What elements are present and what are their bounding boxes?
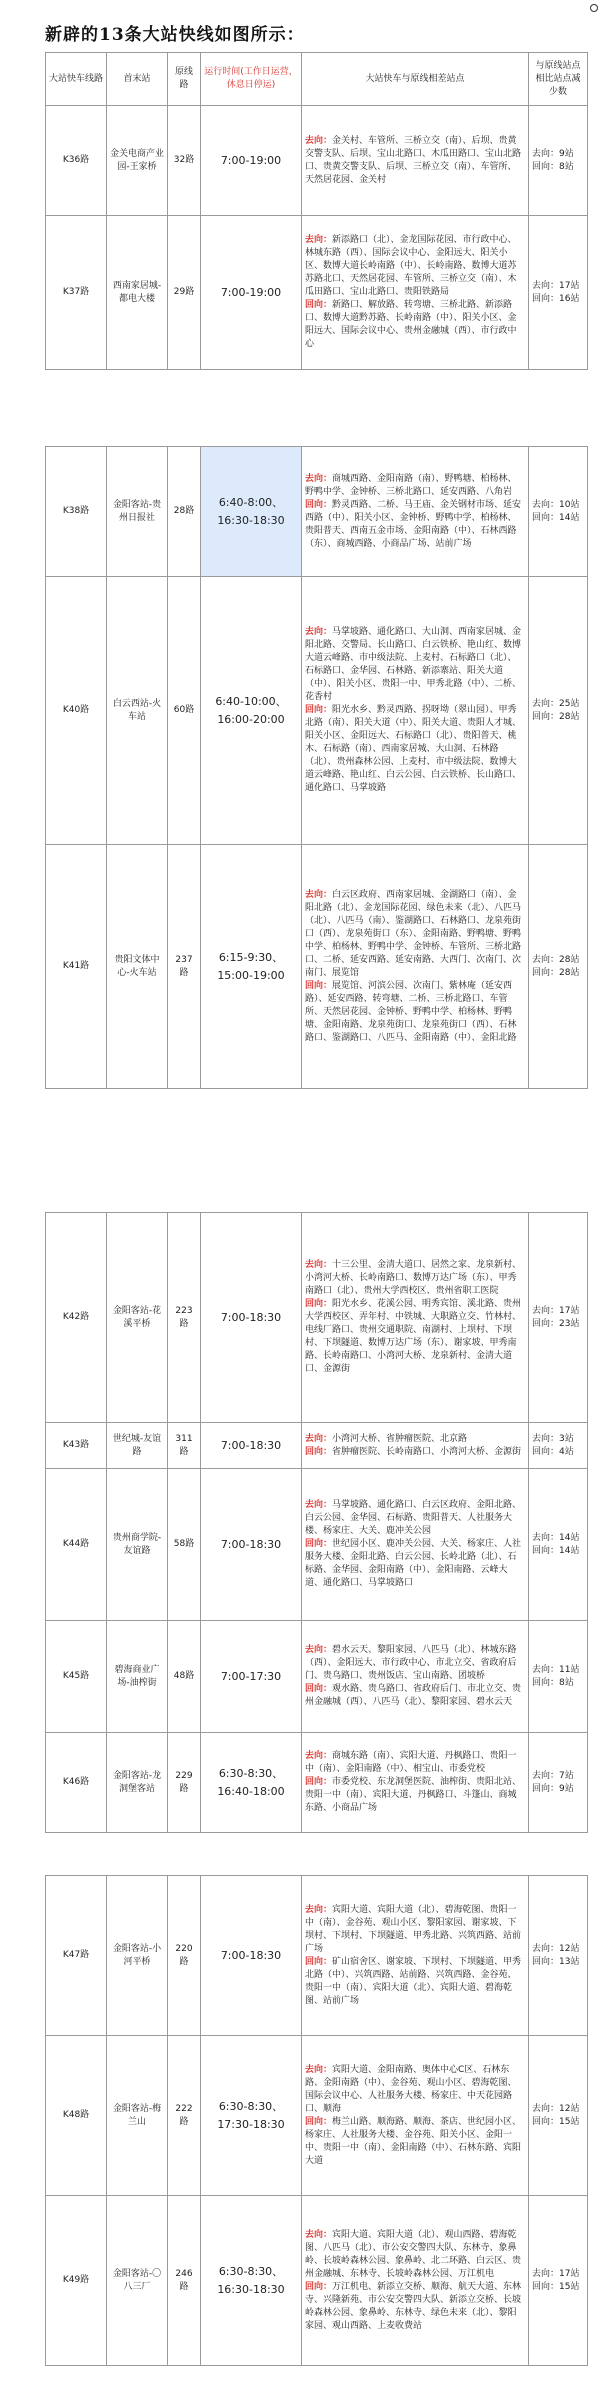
dir1-label: 去向： — [305, 1751, 333, 1761]
route-id: K38路 — [46, 447, 107, 577]
dir2-text: 市委党校、东龙洞堡医院、油榨街、贵阳北站、贵阳一中（南）、宾阳大道、丹枫路口、斗篷山、商城东路、小商品广场 — [305, 1777, 522, 1813]
dir1-text: 白云区政府、西南家居城、金湖路口（南）、金阳北路（北）、金龙国际花园、绿色未来（北）、八匹马（北）、八匹马（南）、鉴湖路口、石林路口、龙泉苑街口（西）、龙泉苑街口（东）、金阳南路、野鸭塘、野鸭中学、柏杨林、野鸭中学、金钟桥、车管所、三桥北路口、二桥、延安西路、延安南路、大西门、次南门、次南门、展览馆 — [305, 889, 522, 978]
dir1-label: 去向： — [305, 889, 333, 900]
page-title: 新辟的13条大站快线如图所示： — [45, 25, 305, 45]
route-diff — [302, 447, 529, 577]
route-id: K45路 — [46, 1621, 107, 1733]
route-stations: 金关电商产业园-王家桥 — [107, 106, 168, 216]
route-orig: 246路 — [168, 2196, 201, 2366]
dir1-label: 去向： — [305, 1433, 333, 1444]
dir2-label: 回向： — [305, 2281, 333, 2292]
dir2-text: 展览馆、河滨公园、次南门、紫林庵（延安西路）、延安西路、转弯塘、二桥、三桥北路口、车管所、天然居花园、金钟桥、野鸭中学、柏杨林、野鸭塘、金阳南路、龙泉苑街口、龙泉苑街口（西）、石林路口、鉴湖路口、八匹马、金阳南路（中）、金阳北路 — [305, 980, 517, 1043]
route-stations: 金阳客站-〇八三厂 — [107, 2196, 168, 2366]
route-reduce: 去向：25站 回向：28站 — [529, 577, 588, 845]
dir2-label: 回向： — [305, 1299, 333, 1309]
route-diff — [302, 1469, 529, 1621]
route-orig: 223路 — [168, 1213, 201, 1423]
route-time: 6:30-8:30、17:30-18:30 — [201, 2036, 302, 2196]
route-time: 6:15-9:30、15:00-19:00 — [201, 845, 302, 1089]
table-row — [46, 1213, 588, 1423]
dir1-text: 金关村、车管所、三桥立交（南）、后坝、贵黄交警支队、后坝、宝山北路口、木瓜田路口、宝山北路口、贵黄交警支队、后坝、三桥立交（南）、车管所、天然居花园、金关村 — [305, 135, 522, 185]
route-diff — [302, 1621, 529, 1733]
dir2-label: 回向： — [305, 1446, 333, 1457]
dir1-text: 十三公里、金清大道口、居然之家、龙泉新村、小湾河大桥、长岭南路口、数博万达广场（东）、甲秀南路口（北）、贵州大学西校区、贵州省职工医院 — [305, 1260, 522, 1296]
route-diff — [302, 2036, 529, 2196]
route-diff — [302, 216, 529, 370]
table-row — [46, 2196, 588, 2366]
route-time: 7:00-19:00 — [201, 216, 302, 370]
dir2-label: 回向： — [305, 705, 333, 715]
route-stations: 西南家居城-都电大楼 — [107, 216, 168, 370]
route-diff — [302, 2196, 529, 2366]
route-orig: 60路 — [168, 577, 201, 845]
route-orig: 32路 — [168, 106, 201, 216]
route-id: K46路 — [46, 1733, 107, 1833]
dir2-label: 回向： — [305, 1777, 333, 1787]
route-id: K49路 — [46, 2196, 107, 2366]
dir1-text: 碧水云天、黎阳家园、八匹马（北）、林城东路（西）、金阳远大、市行政中心、市北立交、省政府后门、贵乌路口、贵州饭店、宝山南路、团坡桥 — [305, 1645, 517, 1681]
dir1-label: 去向： — [305, 1260, 333, 1270]
dir1-label: 去向： — [305, 2064, 333, 2075]
route-reduce: 去向：3站 回向：4站 — [529, 1423, 588, 1469]
dir2-text: 世纪园小区、鹿冲关公园、大关、杨家庄、人社服务大楼、金阳北路、白云公园、长岭北路（北）、石标路、金华园、金阳南路（中）、金阳南路、云峰大道、通化路口、马掌坡路口 — [305, 1539, 522, 1588]
route-id: K36路 — [46, 106, 107, 216]
dir2-label: 回向： — [305, 980, 333, 991]
table-block-1 — [45, 52, 588, 370]
table-row — [46, 106, 588, 216]
dir2-label: 回向： — [305, 1539, 333, 1549]
dir1-text: 宾阳大道、宾阳大道（北）、观山西路、碧海乾图、八匹马（北）、市公安交警四大队、东林寺、象鼻岭、长坡岭森林公园、象鼻岭、北二环路、白云区、贵州金融城、东林寺、长坡岭森林公园、万江机电 — [305, 2229, 522, 2279]
header-route: 大站快车线路 — [46, 53, 107, 106]
route-stations: 白云西站-火车站 — [107, 577, 168, 845]
route-id: K40路 — [46, 577, 107, 845]
table-block-4 — [45, 1875, 588, 2366]
header-diff: 大站快车与原线相差站点 — [302, 53, 529, 106]
route-reduce: 去向：12站 回向：13站 — [529, 1876, 588, 2036]
dir2-text: 梅兰山路、顺海路、顺海、茶店、世纪园小区、杨家庄、人社服务大楼、金谷苑、阳关小区、金阳一中、贵阳一中（南）、金阳南路（中）、石林东路、宾阳大道 — [305, 2116, 522, 2166]
route-reduce: 去向：7站 回向：9站 — [529, 1733, 588, 1833]
dir2-text: 黔灵西路、二桥、马王庙、金关钢材市场、延安西路（中）、阳关小区、金钟桥、野鸭中学、柏杨林、贵阳普天、西南五金市场、金阳南路（中）、石林西路（东）、商城西路、小商品广场、站前广场 — [305, 499, 522, 549]
dir2-label: 回向： — [305, 2116, 333, 2127]
dir1-label: 去向： — [305, 1645, 333, 1655]
route-id: K47路 — [46, 1876, 107, 2036]
dir2-label: 回向： — [305, 300, 333, 310]
dir2-text: 阳光水乡、黔灵西路、拐呀坳（翠山园）、甲秀北路（南）、阳关大道（中）、阳关大道、贵阳人才城、阳关小区、金阳远大、石标路口（北）、贵阳普天、桃木、石标路（南）、西南家居城、大山洞、石林路（北）、贵州森林公园、上麦村、市中级法院、数博大道云峰路、艳山红、白云公园、白云铁桥、长山路口、通化路口、马掌坡路 — [305, 705, 522, 793]
route-orig: 311路 — [168, 1423, 201, 1469]
header-reduce: 与原线站点相比站点减少数 — [529, 53, 588, 106]
dir2-text: 观水路、贵乌路口、省政府后门、市北立交、贵州金融城（西）、八匹马（北）、黎阳家园、碧水云天 — [305, 1684, 522, 1707]
route-id: K43路 — [46, 1423, 107, 1469]
route-time: 6:40-10:00、16:00-20:00 — [201, 577, 302, 845]
table-block-3 — [45, 1212, 588, 1833]
route-diff — [302, 1876, 529, 2036]
dir2-text: 矿山宿舍区、谢家坡、下坝村、下坝隧道、甲秀北路（中）、兴筑西路、站前路、兴筑西路、金谷苑、贵阳一中（南）、宾阳大道（北）、宾阳大道、碧海乾图、站前广场 — [305, 1956, 522, 2006]
route-orig: 237路 — [168, 845, 201, 1089]
dir2-label: 回向： — [305, 499, 333, 510]
route-stations: 贵州商学院-友谊路 — [107, 1469, 168, 1621]
dir1-label: 去向： — [305, 473, 333, 484]
route-time: 7:00-18:30 — [201, 1876, 302, 2036]
dir1-text: 马掌坡路、通化路口、大山洞、西南家居城、金阳北路、交警局、长山路口、白云铁桥、艳山红、数博大道云峰路、市中级法院、上麦村、石标路口（北）、石标路口、金华园、石林路、新添寨站、阳关大道（中）、阳关小区、贵阳一中、甲秀北路（中）、二桥、花香村 — [305, 627, 522, 702]
route-reduce: 去向：10站 回向：14站 — [529, 447, 588, 577]
route-id: K42路 — [46, 1213, 107, 1423]
route-id: K41路 — [46, 845, 107, 1089]
route-time: 7:00-18:30 — [201, 1213, 302, 1423]
table-row — [46, 845, 588, 1089]
route-reduce: 去向：17站 回向：15站 — [529, 2196, 588, 2366]
header-row — [46, 53, 588, 106]
route-orig: 28路 — [168, 447, 201, 577]
route-reduce: 去向：12站 回向：15站 — [529, 2036, 588, 2196]
table-row — [46, 1469, 588, 1621]
route-time: 6:30-8:30、16:30-18:30 — [201, 2196, 302, 2366]
table-row — [46, 2036, 588, 2196]
table-row — [46, 447, 588, 577]
dir1-text: 宾阳大道、宾阳大道（北）、碧海乾图、贵阳一中（南）、金谷苑、观山小区、黎阳家园、谢家坡、下坝村、下坝村、下坝隧道、甲秀北路、兴筑西路、站前广场 — [305, 1904, 522, 1954]
route-time: 7:00-17:30 — [201, 1621, 302, 1733]
route-stations: 金阳客站-龙洞堡客站 — [107, 1733, 168, 1833]
route-id: K37路 — [46, 216, 107, 370]
dir1-text: 商城东路（南）、宾阳大道、丹枫路口、贵阳一中（南）、金阳南路（中）、相宝山、市委党校 — [305, 1751, 517, 1774]
dir2-text: 万江机电、新添立交桥、顺海、航天大道、东林寺、兴隆新苑、市公安交警四大队、新添立交桥、长坡岭森林公园、象鼻岭、东林寺、绿色未来（北）、黎阳家园、观山西路、上麦收费站 — [305, 2281, 522, 2331]
dir2-text: 新路口、解放路、转弯塘、三桥北路、新添路口、数博大道黔苏路、长岭南路（中）、阳关小区、金阳远大、国际会议中心、贵州金融城（西）、市行政中心 — [305, 300, 517, 349]
route-orig: 58路 — [168, 1469, 201, 1621]
dir1-text: 马掌坡路、通化路口、白云区政府、金阳北路、白云公园、金华园、石标路、贵阳普天、人社服务大楼、杨家庄、大关、鹿冲关公园 — [305, 1500, 522, 1536]
route-reduce: 去向：17站 回向：16站 — [529, 216, 588, 370]
route-stations: 金阳客站-梅兰山 — [107, 2036, 168, 2196]
dir1-label: 去向： — [305, 135, 333, 146]
dir1-text: 新添路口（北）、金龙国际花园、市行政中心、林城东路（西）、国际会议中心、金阳远大、阳关小区、数博大道长岭南路（中）、长岭南路、数博大道苏苏路北口、天然居花园、车管所、三桥立交（南）、木瓜田路口、宝山北路口、贵阳铁路局 — [305, 235, 517, 297]
route-orig: 222路 — [168, 2036, 201, 2196]
table-row — [46, 1621, 588, 1733]
route-diff — [302, 1423, 529, 1469]
header-orig: 原线路 — [168, 53, 201, 106]
dir1-label: 去向： — [305, 1500, 333, 1510]
route-orig: 220路 — [168, 1876, 201, 2036]
route-time: 7:00-19:00 — [201, 106, 302, 216]
route-reduce: 去向：11站 回向：8站 — [529, 1621, 588, 1733]
dir2-label: 回向： — [305, 1684, 333, 1694]
route-stations: 世纪城-友谊路 — [107, 1423, 168, 1469]
route-id: K44路 — [46, 1469, 107, 1621]
route-diff — [302, 845, 529, 1089]
dir2-label: 回向： — [305, 1956, 333, 1967]
dir1-label: 去向： — [305, 2229, 333, 2240]
dir2-text: 阳光水乡、花溪公园、明秀宾馆、溪北路、贵州大学西校区、弄年村、中铁城、大职路立交、竹林村、电线厂路口、贵州交通职院、南湖村、上坝村、下坝村、下坝隧道、数博万达广场（东）、谢家坡、甲秀南路、长岭南路口、小湾河大桥、龙泉新村、金清大道口、金源街 — [305, 1299, 522, 1374]
route-diff — [302, 106, 529, 216]
header-stations: 首末站 — [107, 53, 168, 106]
route-diff — [302, 577, 529, 845]
dir1-label: 去向： — [305, 235, 333, 245]
route-reduce: 去向：17站 回向：23站 — [529, 1213, 588, 1423]
route-orig: 229路 — [168, 1733, 201, 1833]
dir1-text: 商城西路、金阳南路（南）、野鸭塘、柏杨林、野鸭中学、金钟桥、三桥北路口、延安西路、八角岩 — [305, 473, 517, 497]
route-time: 7:00-18:30 — [201, 1469, 302, 1621]
route-id: K48路 — [46, 2036, 107, 2196]
route-diff — [302, 1733, 529, 1833]
route-diff — [302, 1213, 529, 1423]
dir1-label: 去向： — [305, 627, 333, 637]
route-orig: 48路 — [168, 1621, 201, 1733]
route-time: 7:00-18:30 — [201, 1423, 302, 1469]
table-row — [46, 1876, 588, 2036]
route-time: 6:40-8:00、16:30-18:30 — [201, 447, 302, 577]
route-time: 6:30-8:30、16:40-18:00 — [201, 1733, 302, 1833]
route-stations: 金阳客站-小河平桥 — [107, 1876, 168, 2036]
route-reduce: 去向：9站 回向：8站 — [529, 106, 588, 216]
table-row — [46, 1423, 588, 1469]
route-stations: 贵阳文体中心-火车站 — [107, 845, 168, 1089]
dir1-text: 小湾河大桥、省肿瘤医院、北京路 — [332, 1433, 468, 1444]
table-row — [46, 216, 588, 370]
route-reduce: 去向：14站 回向：14站 — [529, 1469, 588, 1621]
header-time: 运行时间(工作日运营，休息日停运) — [201, 53, 302, 106]
dir1-text: 宾阳大道、金阳南路、奥体中心C区、石林东路、金阳南路（中）、金谷苑、观山小区、碧海乾图、国际会议中心、人社服务大楼、杨家庄、中天花园路口、顺海 — [305, 2064, 517, 2114]
dir1-label: 去向： — [305, 1904, 333, 1915]
corner-marker — [590, 4, 598, 12]
route-reduce: 去向：28站 回向：28站 — [529, 845, 588, 1089]
route-stations: 金阳客站-贵州日报社 — [107, 447, 168, 577]
route-stations: 碧海商业广场-油榨街 — [107, 1621, 168, 1733]
table-row — [46, 1733, 588, 1833]
table-block-2 — [45, 446, 588, 1089]
table-row — [46, 577, 588, 845]
dir2-text: 省肿瘤医院、长岭南路口、小湾河大桥、金源街 — [332, 1446, 522, 1457]
route-orig: 29路 — [168, 216, 201, 370]
route-stations: 金阳客站-花溪平桥 — [107, 1213, 168, 1423]
